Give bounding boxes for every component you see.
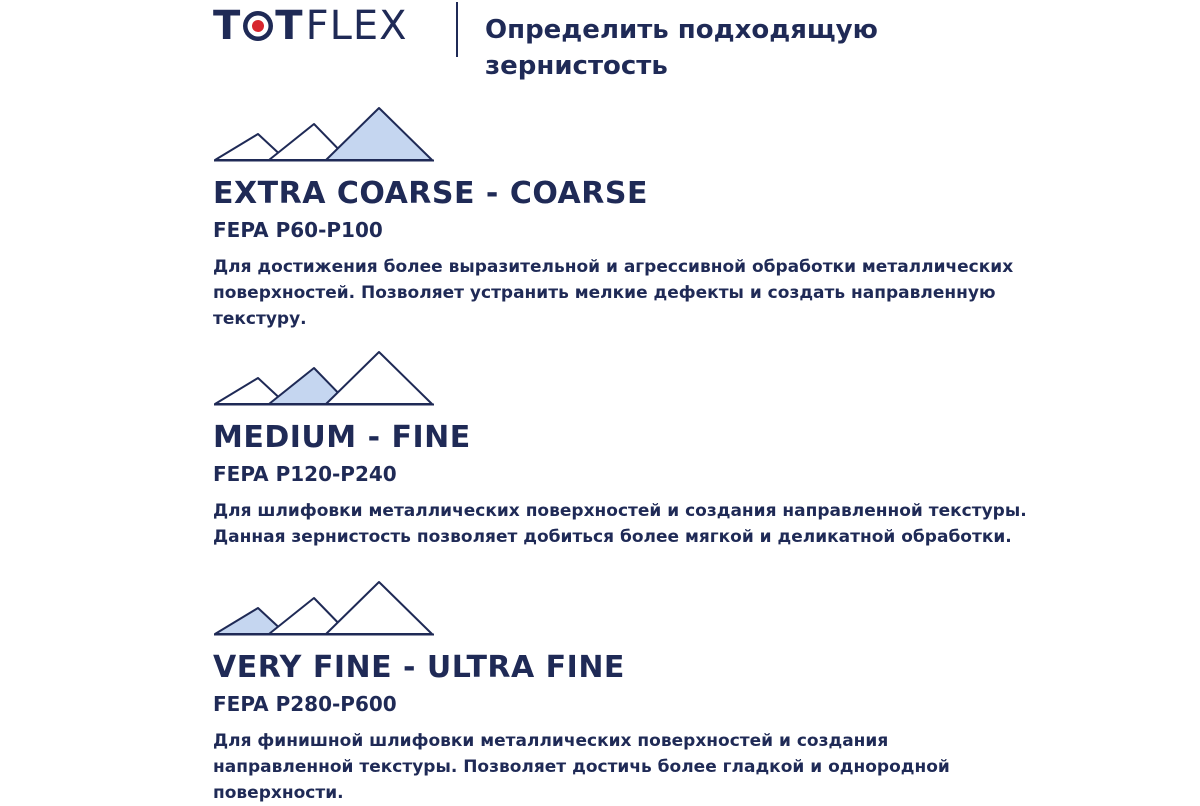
page-tagline: Определить подходящую зернистость [485,15,878,81]
target-roundel-icon [242,10,274,42]
grade-fepa-range: FEPA P60-P100 [213,218,383,242]
grade-title: VERY FINE - ULTRA FINE [213,650,625,685]
page-header [213,0,1113,90]
mountains-large-highlighted-icon [213,106,435,162]
grade-description: Для финишной шлифовки металлических поверхностей и создания направленной текстуры. Позволяет достичь более гладкой и однородной поверхности. [213,731,950,803]
logo-flex-text: FLEX [305,3,408,49]
grade-fepa-range: FEPA P120-P240 [213,462,397,486]
header-divider [456,2,458,57]
totflex-logo [213,3,408,49]
grade-description: Для достижения более выразительной и агрессивной обработки металлических поверхностей. Позволяет устранить мелкие дефекты и создать направленную текстуру. [213,257,1014,329]
grade-fepa-range: FEPA P280-P600 [213,692,397,716]
grade-title: MEDIUM - FINE [213,420,471,455]
grade-section-extra-coarse [213,106,1113,332]
grade-description: Для шлифовки металлических поверхностей и создания направленной текстуры. Данная зернистость позволяет добиться более мягкой и деликатной обработки. [213,501,1027,547]
mountains-medium-highlighted-icon [213,350,435,406]
logo-letter-t2: T [275,3,304,49]
grade-section-medium-fine [213,350,1113,550]
grade-section-very-fine [213,580,1113,806]
mountains-small-highlighted-icon [213,580,435,636]
logo-letter-t: T [213,3,242,49]
grade-title: EXTRA COARSE - COARSE [213,176,648,211]
